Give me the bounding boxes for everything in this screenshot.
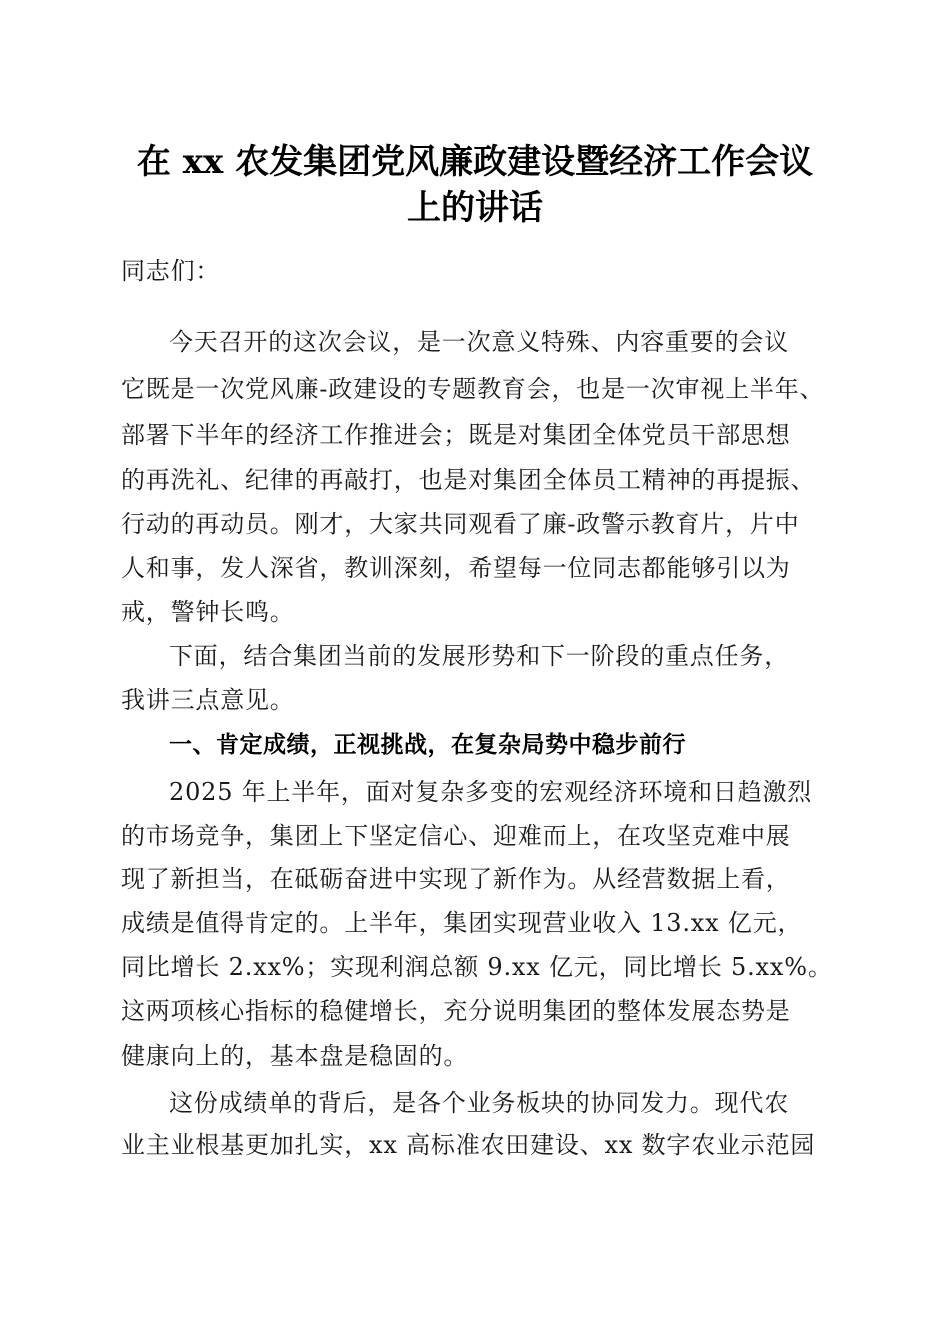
body-line: 下面，结合集团当前的发展形势和下一阶段的重点任务， bbox=[169, 642, 789, 670]
body-line: 这份成绩单的背后，是各个业务板块的协同发力。现代农 bbox=[169, 1089, 789, 1117]
body-line: 的市场竞争，集团上下坚定信心、迎难而上，在攻坚克难中展 bbox=[121, 822, 791, 850]
section-heading-1: 一、肯定成绩，正视挑战，在复杂局势中稳步前行 bbox=[169, 732, 686, 758]
body-line: 今天召开的这次会议，是一次意义特殊、内容重要的会议 bbox=[169, 328, 789, 356]
body-line: 我讲三点意见。 bbox=[121, 686, 295, 714]
body-line: 同比增长 2.xx%；实现利润总额 9.xx 亿元，同比增长 5.xx%。 bbox=[121, 953, 833, 981]
body-line: 业主业根基更加扎实，xx 高标准农田建设、xx 数字农业示范园 bbox=[121, 1131, 816, 1159]
body-line: 这两项核心指标的稳健增长，充分说明集团的整体发展态势是 bbox=[121, 997, 791, 1025]
body-line: 的再洗礼、纪律的再敲打，也是对集团全体员工精神的再提振、 bbox=[121, 466, 816, 494]
body-line: 健康向上的，基本盘是稳固的。 bbox=[121, 1042, 469, 1070]
body-line: 它既是一次党风廉-政建设的专题教育会，也是一次审视上半年、 bbox=[121, 375, 825, 403]
body-line: 现了新担当，在砥砺奋进中实现了新作为。从经营数据上看， bbox=[121, 865, 791, 893]
body-line: 行动的再动员。刚才，大家共同观看了廉-政警示教育片，片中 bbox=[121, 510, 800, 538]
body-line: 人和事，发人深省，教训深刻，希望每一位同志都能够引以为 bbox=[121, 554, 791, 582]
document-title-line-1: 在 xx 农发集团党风廉政建设暨经济工作会议 bbox=[136, 142, 814, 182]
body-line: 2025 年上半年，面对复杂多变的宏观经济环境和日趋激烈 bbox=[169, 778, 813, 806]
body-line: 部署下半年的经济工作推进会；既是对集团全体党员干部思想 bbox=[121, 421, 791, 449]
body-line: 戒，警钟长鸣。 bbox=[121, 598, 295, 626]
body-line: 成绩是值得肯定的。上半年，集团实现营业收入 13.xx 亿元， bbox=[121, 909, 803, 937]
salutation: 同志们： bbox=[121, 257, 221, 285]
document-title-line-2: 上的讲话 bbox=[407, 188, 543, 228]
